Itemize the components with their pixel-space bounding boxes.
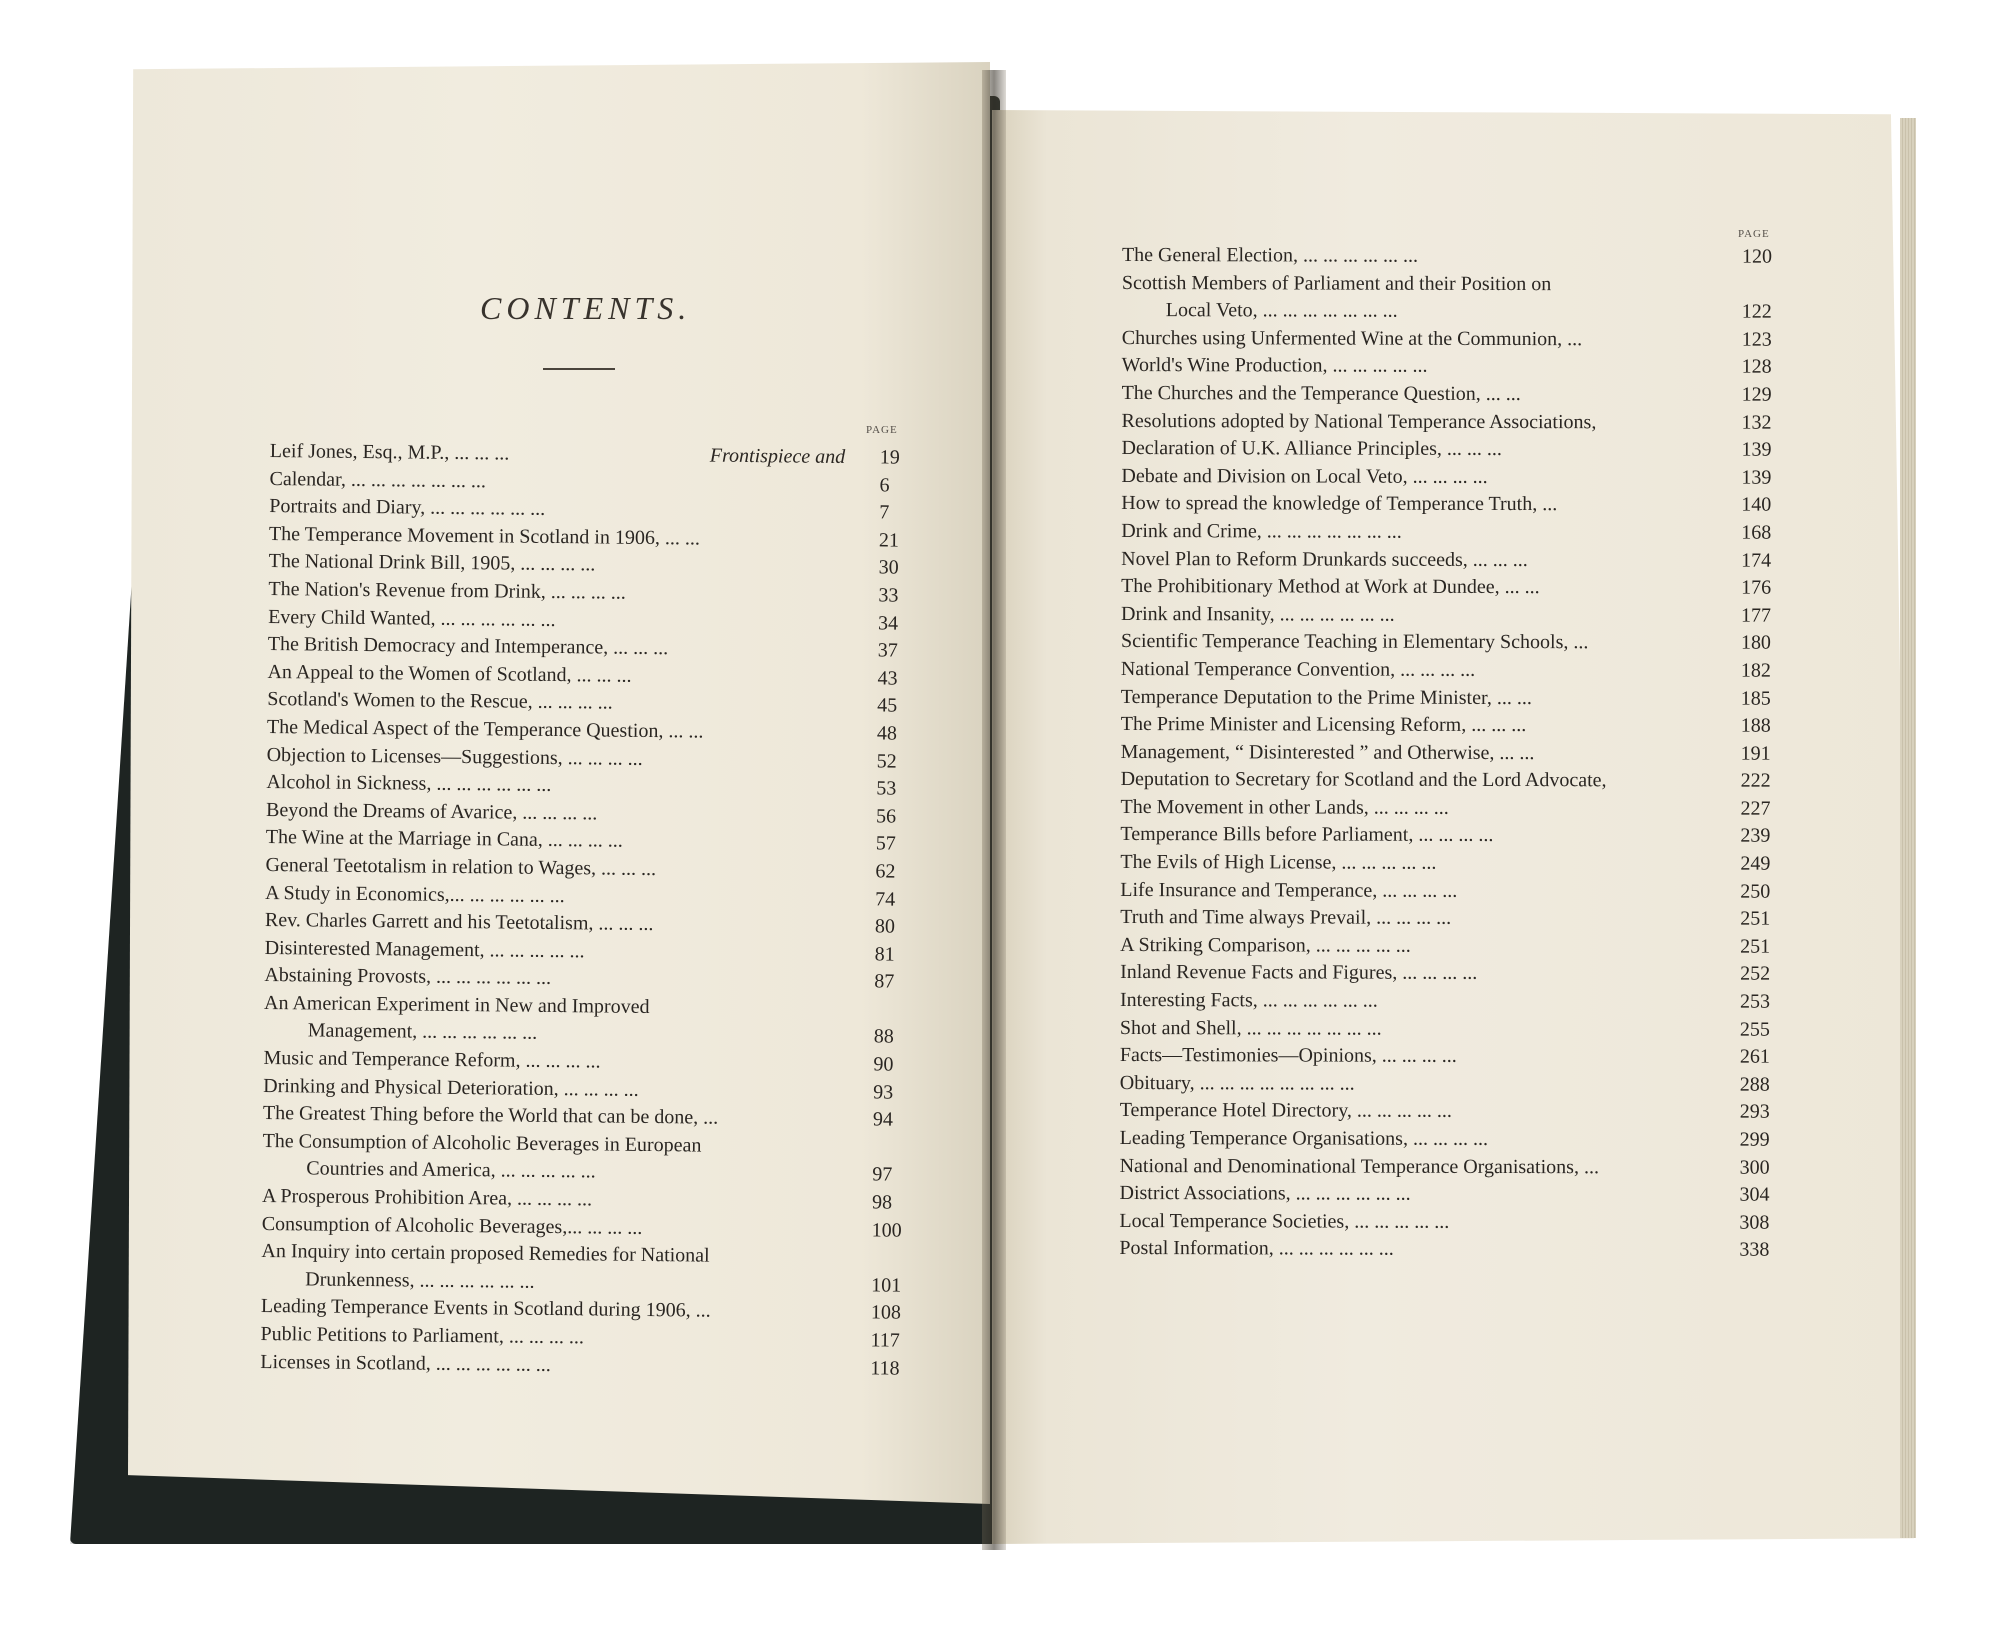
toc-entry-title: Music and Temperance Reform, ... ... ... ... bbox=[263, 1047, 601, 1073]
toc-entry bbox=[1121, 711, 1771, 740]
toc-entry-page: 139 bbox=[1741, 466, 1772, 489]
toc-entry-title: Inland Revenue Facts and Figures, ... ... ... ... bbox=[1120, 961, 1478, 985]
toc-entry-title: Leading Temperance Organisations, ... ... ... ... bbox=[1119, 1126, 1489, 1150]
toc-entry-note: Frontispiece and bbox=[709, 444, 846, 469]
toc-entry-title: The Prime Minister and Licensing Reform, ... ... ... bbox=[1120, 713, 1527, 737]
toc-entry bbox=[1121, 573, 1771, 602]
toc-entry-title: District Associations, ... ... ... ... ... ... bbox=[1119, 1182, 1411, 1205]
toc-entry-title: The Movement in other Lands, ... ... ... ... bbox=[1120, 795, 1449, 819]
left-toc-list bbox=[260, 438, 902, 1383]
toc-entry-title: Public Petitions to Parliament, ... ... ... ... bbox=[260, 1322, 585, 1349]
toc-entry bbox=[1121, 463, 1771, 492]
toc-entry-title: World's Wine Production, ... ... ... ... ... bbox=[1121, 354, 1428, 378]
toc-entry-page: 93 bbox=[873, 1081, 894, 1104]
toc-entry-title: Interesting Facts, ... ... ... ... ... ... bbox=[1119, 989, 1378, 1012]
toc-entry-page: 74 bbox=[875, 887, 896, 911]
toc-entry-page: 308 bbox=[1739, 1211, 1770, 1234]
toc-entry-page: 123 bbox=[1741, 328, 1772, 351]
toc-entry-page: 227 bbox=[1740, 797, 1771, 820]
toc-entry-title: The Wine at the Marriage in Cana, ... ... ... ... bbox=[265, 826, 623, 853]
toc-entry-page: 34 bbox=[877, 611, 899, 635]
toc-entry-page: 45 bbox=[877, 694, 898, 717]
toc-entry-page: 6 bbox=[879, 473, 890, 497]
toc-entry-page: 176 bbox=[1741, 576, 1772, 599]
toc-entry-page: 239 bbox=[1740, 825, 1771, 848]
toc-entry-page: 80 bbox=[874, 915, 896, 938]
toc-entry-page: 180 bbox=[1740, 631, 1771, 655]
toc-entry bbox=[1120, 1125, 1770, 1154]
toc-entry-title: A Study in Economics,... ... ... ... ... ... bbox=[265, 881, 565, 907]
toc-entry-page: 252 bbox=[1740, 963, 1771, 986]
toc-entry-page: 43 bbox=[877, 667, 898, 690]
toc-entry-title: The Prohibitionary Method at Work at Dundee, ... ... bbox=[1121, 575, 1540, 599]
toc-entry-page: 300 bbox=[1739, 1156, 1770, 1179]
toc-entry-title: The National Drink Bill, 1905, ... ... ... ... bbox=[268, 550, 596, 576]
toc-entry bbox=[1122, 352, 1772, 381]
toc-entry-page: 304 bbox=[1739, 1183, 1770, 1206]
toc-entry-title: The Temperance Movement in Scotland in 1906, ... ... bbox=[268, 522, 701, 550]
toc-entry-title: Truth and Time always Prevail, ... ... ... ... bbox=[1120, 906, 1452, 930]
toc-entry-title: Leading Temperance Events in Scotland during 1906, ... bbox=[260, 1295, 711, 1323]
toc-entry-page: 128 bbox=[1741, 355, 1772, 379]
toc-entry bbox=[1120, 987, 1770, 1016]
toc-entry-title: Deputation to Secretary for Scotland and the Lord Advocate, bbox=[1120, 768, 1607, 792]
toc-entry-title: The Greatest Thing before the World that can be done, ... bbox=[262, 1102, 719, 1129]
toc-entry-title: Facts—Testimonies—Opinions, ... ... ... ... bbox=[1119, 1044, 1457, 1068]
left-page-header: PAGE bbox=[866, 424, 898, 436]
toc-entry-title: Countries and America, ... ... ... ... ... bbox=[306, 1157, 596, 1183]
toc-entry-title: Life Insurance and Temperance, ... ... ... ... bbox=[1120, 878, 1458, 902]
toc-entry-title: Scotland's Women to the Rescue, ... ... ... ... bbox=[267, 688, 613, 714]
toc-entry bbox=[1122, 297, 1772, 326]
toc-entry-page: 37 bbox=[877, 639, 898, 662]
toc-entry-page: 299 bbox=[1739, 1128, 1770, 1151]
toc-entry-page: 30 bbox=[878, 556, 899, 579]
toc-entry-title: An American Experiment in New and Improved bbox=[263, 991, 650, 1018]
toc-entry-title: The Churches and the Temperance Question, ... ... bbox=[1121, 381, 1521, 406]
toc-entry bbox=[1119, 1180, 1769, 1209]
toc-entry-title: The British Democracy and Intemperance, ... ... ... bbox=[267, 633, 669, 660]
toc-entry-page: 117 bbox=[870, 1329, 900, 1352]
toc-entry-title: Temperance Bills before Parliament, ... ... ... ... bbox=[1120, 823, 1494, 847]
toc-entry-title: National and Denominational Temperance Organisations, ... bbox=[1119, 1154, 1600, 1178]
toc-entry-page: 120 bbox=[1741, 245, 1772, 268]
toc-entry-title: Management, ... ... ... ... ... ... bbox=[307, 1019, 538, 1045]
toc-entry-page: 52 bbox=[876, 749, 897, 773]
toc-entry-title: Shot and Shell, ... ... ... ... ... ... ... bbox=[1119, 1016, 1382, 1040]
toc-entry-page: 139 bbox=[1741, 438, 1772, 461]
toc-entry bbox=[1120, 794, 1770, 823]
toc-entry bbox=[1120, 932, 1770, 961]
toc-entry-page: 57 bbox=[875, 832, 896, 855]
toc-entry-title: Drink and Crime, ... ... ... ... ... ... ... bbox=[1121, 519, 1402, 543]
toc-entry bbox=[1122, 380, 1772, 409]
toc-entry bbox=[1122, 242, 1772, 271]
toc-entry-title: Disinterested Management, ... ... ... ... ... bbox=[264, 936, 585, 963]
toc-entry-title: Local Veto, ... ... ... ... ... ... ... bbox=[1165, 299, 1398, 322]
toc-entry bbox=[1121, 518, 1771, 547]
toc-entry-page: 98 bbox=[871, 1191, 893, 1214]
toc-entry-title: Objection to Licenses—Suggestions, ... ... ... ... bbox=[266, 743, 643, 770]
toc-entry bbox=[1120, 1153, 1770, 1182]
toc-entry-page: 100 bbox=[871, 1218, 902, 1242]
toc-entry-page: 188 bbox=[1740, 714, 1771, 737]
toc-entry-page: 251 bbox=[1740, 935, 1771, 958]
book-gutter bbox=[982, 70, 1006, 1550]
toc-entry-page: 90 bbox=[873, 1053, 894, 1076]
toc-entry-title: National Temperance Convention, ... ... ... ... bbox=[1120, 657, 1476, 681]
toc-entry-title: Churches using Unfermented Wine at the Communion, ... bbox=[1121, 326, 1583, 350]
toc-entry-title: General Teetotalism in relation to Wages, ... ... ... bbox=[265, 853, 657, 880]
toc-entry-page: 21 bbox=[878, 529, 900, 552]
toc-entry bbox=[1121, 490, 1771, 519]
toc-entry-title: Drinking and Physical Deterioration, ... ... ... ... bbox=[263, 1074, 639, 1101]
toc-entry-page: 255 bbox=[1739, 1018, 1770, 1041]
toc-entry-page: 253 bbox=[1739, 990, 1771, 1013]
toc-entry-page: 56 bbox=[875, 805, 897, 828]
toc-entry-title: Drink and Insanity, ... ... ... ... ... ... bbox=[1120, 602, 1395, 626]
toc-entry-title: Temperance Hotel Directory, ... ... ... ... ... bbox=[1119, 1099, 1452, 1123]
toc-entry bbox=[1121, 408, 1771, 437]
toc-entry-page: 132 bbox=[1741, 411, 1772, 434]
toc-entry bbox=[1120, 849, 1770, 878]
toc-entry bbox=[1121, 683, 1771, 712]
toc-entry-page: 33 bbox=[878, 584, 899, 607]
toc-entry-title: The Nation's Revenue from Drink, ... ... ... ... bbox=[268, 577, 626, 604]
toc-entry-page: 87 bbox=[874, 970, 895, 993]
toc-entry-title: Management, “ Disinterested ” and Otherwise, ... ... bbox=[1120, 740, 1535, 764]
toc-entry-title: An Appeal to the Women of Scotland, ... ... ... bbox=[267, 660, 632, 687]
toc-entry bbox=[1121, 546, 1771, 575]
toc-entry-page: 251 bbox=[1740, 907, 1771, 930]
toc-entry-page: 140 bbox=[1741, 493, 1772, 517]
toc-entry-page: 222 bbox=[1740, 769, 1771, 792]
toc-entry bbox=[1120, 877, 1770, 906]
toc-entry-page: 338 bbox=[1739, 1238, 1770, 1262]
toc-entry-title: Temperance Deputation to the Prime Minister, ... ... bbox=[1120, 685, 1532, 709]
toc-entry-page: 7 bbox=[879, 501, 890, 524]
toc-entry bbox=[1121, 766, 1771, 795]
toc-entry-title: Local Temperance Societies, ... ... ... ... ... bbox=[1119, 1209, 1450, 1233]
toc-entry-page: 122 bbox=[1741, 300, 1772, 323]
toc-entry-title: Resolutions adopted by National Temperance Associations, bbox=[1121, 409, 1597, 433]
toc-entry-page: 94 bbox=[872, 1108, 894, 1131]
toc-entry-page: 182 bbox=[1740, 659, 1771, 682]
toc-entry-page: 185 bbox=[1740, 687, 1771, 710]
toc-entry-title: Drunkenness, ... ... ... ... ... ... bbox=[305, 1268, 535, 1293]
toc-entry-page: 48 bbox=[876, 722, 898, 745]
toc-entry-title: Licenses in Scotland, ... ... ... ... ... ... bbox=[260, 1350, 551, 1376]
toc-entry-page: 19 bbox=[879, 446, 900, 469]
toc-entry-page: 108 bbox=[870, 1301, 901, 1325]
toc-entry-title: How to spread the knowledge of Temperance Truth, ... bbox=[1121, 492, 1558, 516]
toc-entry-page: 97 bbox=[872, 1163, 893, 1186]
toc-entry-page: 249 bbox=[1740, 852, 1771, 875]
toc-entry-page: 250 bbox=[1740, 880, 1771, 903]
right-toc-list bbox=[1119, 242, 1772, 1265]
toc-entry-title: Every Child Wanted, ... ... ... ... ... ... bbox=[268, 605, 556, 631]
toc-entry bbox=[1120, 959, 1770, 988]
toc-entry bbox=[1122, 270, 1772, 299]
toc-entry-title: Calendar, ... ... ... ... ... ... ... bbox=[269, 467, 487, 492]
toc-entry-title: A Prosperous Prohibition Area, ... ... ... ... bbox=[261, 1184, 593, 1211]
toc-entry-title: Alcohol in Sickness, ... ... ... ... ... ... bbox=[266, 771, 552, 797]
toc-entry bbox=[1122, 325, 1772, 354]
toc-entry bbox=[1121, 739, 1771, 768]
toc-entry-title: Leif Jones, Esq., M.P., ... ... ... bbox=[269, 439, 510, 465]
right-page-header: PAGE bbox=[1738, 228, 1770, 240]
toc-entry-page: 101 bbox=[871, 1274, 902, 1297]
toc-entry-title: Postal Information, ... ... ... ... ... ... bbox=[1119, 1237, 1394, 1261]
toc-entry-page: 191 bbox=[1740, 742, 1771, 765]
toc-entry bbox=[1120, 1015, 1770, 1044]
toc-entry-title: Obituary, ... ... ... ... ... ... ... ... bbox=[1119, 1071, 1355, 1095]
toc-entry-title: Novel Plan to Reform Drunkards succeeds, ... ... ... bbox=[1121, 547, 1528, 571]
toc-entry-title: Scientific Temperance Teaching in Elementary Schools, ... bbox=[1120, 630, 1589, 654]
toc-entry-page: 53 bbox=[876, 777, 897, 800]
page-edges bbox=[1900, 118, 1916, 1538]
toc-entry bbox=[1120, 1042, 1770, 1071]
toc-entry-page: 177 bbox=[1740, 604, 1772, 627]
toc-entry-page: 261 bbox=[1739, 1045, 1770, 1068]
toc-entry-title: Declaration of U.K. Alliance Principles, ... ... ... bbox=[1121, 437, 1502, 461]
toc-entry bbox=[1120, 1097, 1770, 1126]
toc-entry-title: The General Election, ... ... ... ... ... ... bbox=[1121, 244, 1419, 267]
toc-entry-page: 293 bbox=[1739, 1101, 1770, 1124]
toc-entry bbox=[1120, 1070, 1770, 1099]
toc-entry-title: Beyond the Dreams of Avarice, ... ... ... ... bbox=[265, 798, 598, 825]
toc-entry-title: Abstaining Provosts, ... ... ... ... ... ... bbox=[264, 964, 552, 990]
toc-entry-title: The Evils of High License, ... ... ... ... ... bbox=[1120, 851, 1437, 874]
toc-entry bbox=[1119, 1208, 1769, 1237]
toc-entry bbox=[1120, 904, 1770, 933]
toc-entry-page: 62 bbox=[875, 860, 896, 883]
toc-entry-title: The Consumption of Alcoholic Beverages in European bbox=[262, 1129, 702, 1157]
toc-entry-page: 129 bbox=[1741, 383, 1772, 406]
toc-entry-title: Consumption of Alcoholic Beverages,... ... ... ... bbox=[261, 1212, 643, 1239]
toc-entry-title: A Striking Comparison, ... ... ... ... ... bbox=[1120, 933, 1411, 957]
toc-entry-title: Scottish Members of Parliament and their Position on bbox=[1121, 271, 1552, 295]
toc-entry bbox=[1119, 1235, 1769, 1264]
toc-entry-title: An Inquiry into certain proposed Remedies for National bbox=[261, 1240, 710, 1267]
toc-entry-title: Debate and Division on Local Veto, ... ... ... ... bbox=[1121, 464, 1488, 488]
toc-entry bbox=[1121, 628, 1771, 657]
toc-entry bbox=[1121, 656, 1771, 685]
toc-entry-page: 81 bbox=[874, 943, 895, 966]
toc-entry bbox=[1121, 601, 1771, 630]
title-rule bbox=[543, 368, 615, 370]
contents-title: CONTENTS. bbox=[480, 290, 692, 326]
toc-entry-page: 88 bbox=[873, 1025, 894, 1049]
toc-entry-page: 118 bbox=[870, 1356, 900, 1380]
toc-entry-title: Portraits and Diary, ... ... ... ... ... ... bbox=[269, 495, 546, 521]
toc-entry-title: The Medical Aspect of the Temperance Question, ... ... bbox=[266, 715, 704, 743]
toc-entry bbox=[1120, 821, 1770, 850]
toc-entry-title: Rev. Charles Garrett and his Teetotalism, ... ... ... bbox=[264, 909, 654, 936]
toc-entry-page: 288 bbox=[1739, 1073, 1770, 1096]
toc-entry-page: 174 bbox=[1741, 549, 1772, 572]
toc-entry-page: 168 bbox=[1741, 521, 1772, 544]
toc-entry bbox=[1121, 435, 1771, 464]
